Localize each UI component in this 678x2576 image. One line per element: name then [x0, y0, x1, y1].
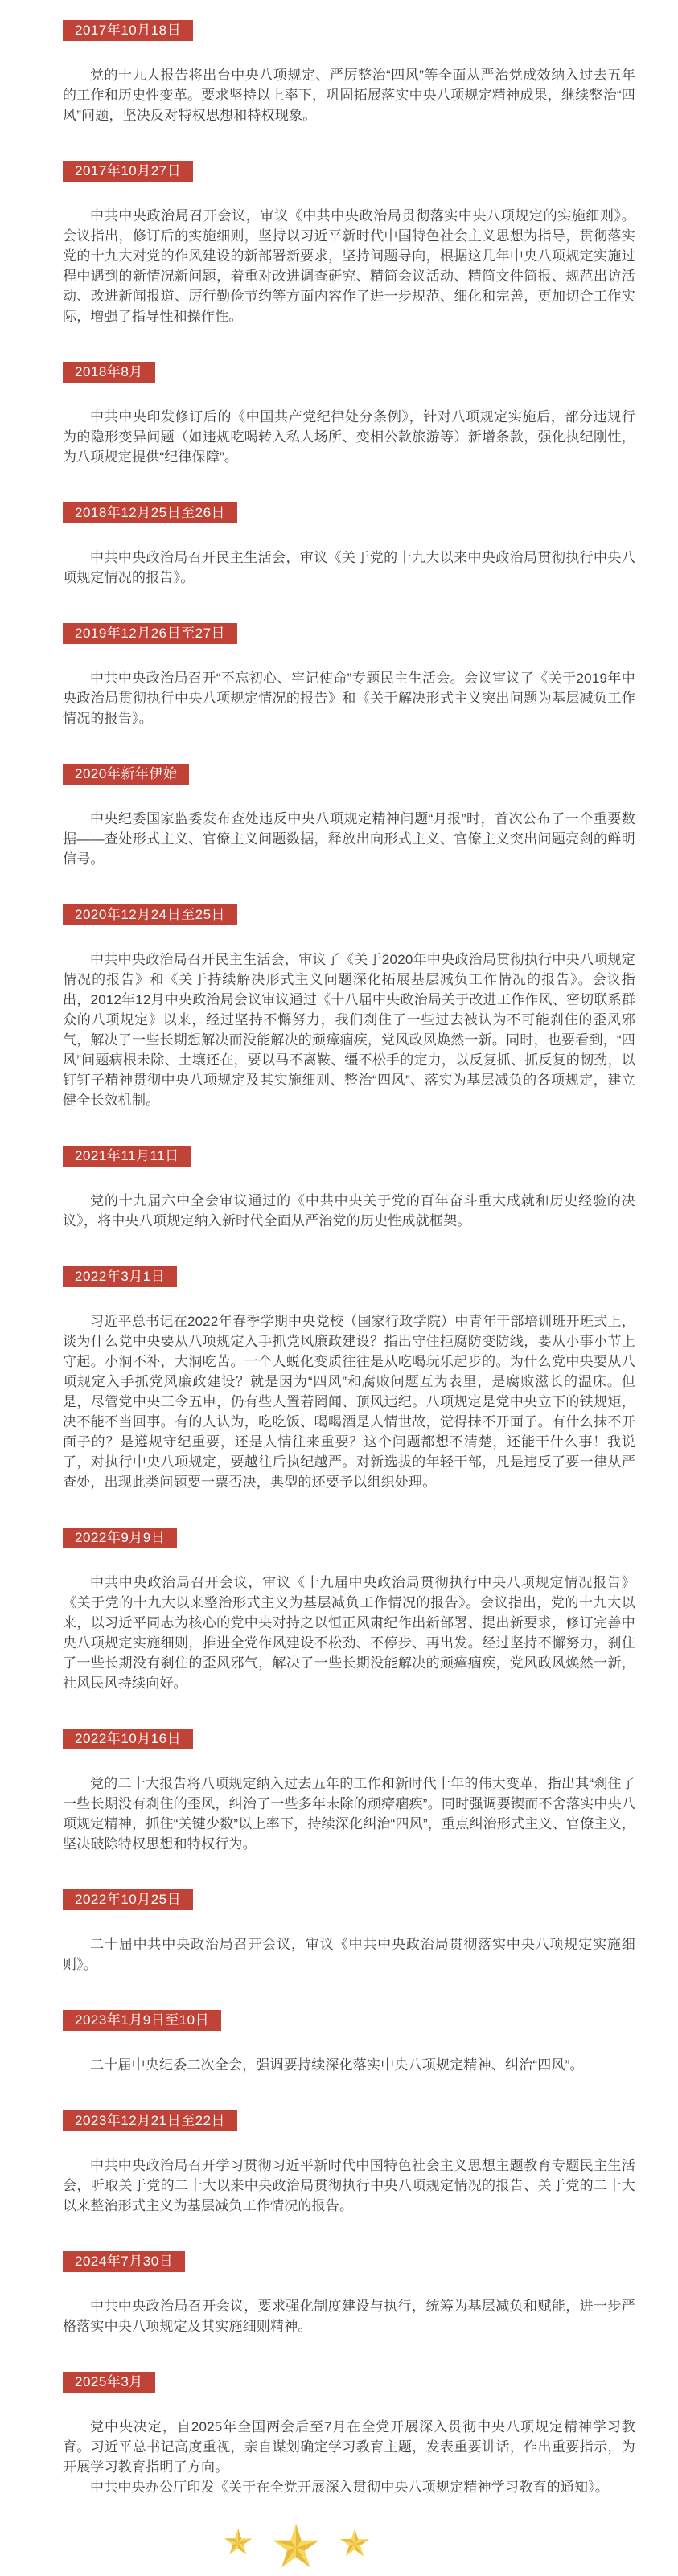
star-icon	[224, 2529, 253, 2556]
timeline-entry	[63, 2110, 635, 2216]
entry-paragraph: 党的十九届六中全会审议通过的《中共中央关于党的百年奋斗重大成就和历史经验的决议》，将中央八项规定纳入新时代全面从严治党的历史性成就框架。	[63, 1193, 635, 1229]
timeline-entry	[63, 1146, 635, 1231]
date-badge: 2023年12月21日至22日	[63, 2110, 237, 2131]
footer-star-decoration	[224, 2524, 373, 2576]
date-badge: 2022年10月16日	[63, 1729, 193, 1749]
entry-paragraph: 中共中央政治局召开民主生活会，审议了《关于2020年中央政治局贯彻执行中央八项规定情况的报告》和《关于持续解决形式主义问题深化拓展基层减负工作情况的报告》。会议指出，2012年12月中央政治局会议审议通过《十八届中央政治局关于改进工作作风、密切联系群众的八项规定》以来，经过坚持不懈努力，我们刹住了一些过去被认为不可能刹住的歪风邪气，解决了一些长期想解决而没能解决的顽瘴痼疾，党风政风焕然一新。同时，也要看到，“四风”问题病根未除、土壤还在，要以马不离鞍、缰不松手的定力，以反复抓、抓反复的韧劲，以钉钉子精神贯彻中央八项规定及其实施细则、整治“四风”、落实为基层减负的各项规定，建立健全长效机制。	[63, 952, 635, 1108]
timeline-entry	[63, 20, 635, 125]
timeline-entry	[63, 2251, 635, 2336]
date-badge: 2025年3月	[63, 2372, 155, 2393]
date-badge: 2018年12月25日至26日	[63, 502, 237, 523]
timeline-entry	[63, 1266, 635, 1492]
timeline-entry	[63, 1528, 635, 1693]
timeline-entry	[63, 161, 635, 326]
timeline-entry	[63, 362, 635, 467]
timeline-entry	[63, 623, 635, 728]
entry-paragraph: 中共中央政治局召开民主生活会，审议《关于党的十九大以来中央政治局贯彻执行中央八项规定情况的报告》。	[63, 550, 635, 585]
entry-paragraph: 二十届中央纪委二次全会，强调要持续深化落实中央八项规定精神、纠治“四风”。	[90, 2057, 584, 2073]
entry-paragraph: 党的十九大报告将出台中央八项规定、严厉整治“四风”等全面从严治党成效纳入过去五年的工作和历史性变革。要求坚持以上率下，巩固拓展落实中央八项规定精神成果，继续整治“四风”问题，坚决反对特权思想和特权现象。	[63, 68, 635, 123]
timeline-entry	[63, 904, 635, 1110]
entry-paragraph: 中共中央办公厅印发《关于在全党开展深入贯彻中央八项规定精神学习教育的通知》。	[90, 2480, 610, 2495]
star-icon	[339, 2529, 370, 2558]
date-badge: 2018年8月	[63, 362, 155, 383]
timeline-entry	[63, 1729, 635, 1854]
date-badge: 2021年11月11日	[63, 1146, 191, 1167]
date-badge: 2020年新年伊始	[63, 764, 189, 785]
date-badge: 2017年10月27日	[63, 161, 193, 182]
entry-paragraph: 党中央决定，自2025年全国两会后至7月在全党开展深入贯彻中央八项规定精神学习教育。习近平总书记高度重视，亲自谋划确定学习教育主题，发表重要讲话，作出重要指示，为开展学习教育指明了方向。	[63, 2419, 635, 2475]
date-badge: 2022年10月25日	[63, 1889, 193, 1910]
entry-paragraph: 党的二十大报告将八项规定纳入过去五年的工作和新时代十年的伟大变革，指出其“刹住了一些长期没有刹住的歪风，纠治了一些多年未除的顽瘴痼疾”。同时强调要锲而不舍落实中央八项规定精神，抓住“关键少数”以上率下，持续深化纠治“四风”，重点纠治形式主义、官僚主义，坚决破除特权思想和特权行为。	[63, 1776, 635, 1852]
entry-paragraph: 中共中央政治局召开会议，审议《十九届中央政治局贯彻执行中央八项规定情况报告》《关于党的十九大以来整治形式主义为基层减负工作情况的报告》。会议指出，党的十九大以来，以习近平同志为核心的党中央对持之以恒正风肃纪作出新部署、提出新要求，修订完善中央八项规定实施细则，推进全党作风建设不松劲、不停步、再出发。经过坚持不懈努力，刹住了一些长期没有刹住的歪风邪气，解决了一些长期没能解决的顽瘴痼疾，党风政风焕然一新，社风民风持续向好。	[63, 1575, 635, 1691]
entry-paragraph: 中共中央印发修订后的《中国共产党纪律处分条例》，针对八项规定实施后，部分违规行为的隐形变异问题（如违规吃喝转入私人场所、变相公款旅游等）新增条款，强化执纪刚性，为八项规定提供“纪律保障”。	[63, 409, 635, 465]
entry-paragraph: 中共中央政治局召开会议，审议《中共中央政治局贯彻落实中央八项规定的实施细则》。会议指出，修订后的实施细则，坚持以习近平新时代中国特色社会主义思想为指导，贯彻落实党的十九大对党的作风建设的新部署新要求，坚持问题导向，根据这几年中央八项规定实施过程中遇到的新情况新问题，着重对改进调查研究、精简会议活动、精简文件简报、规范出访活动、改进新闻报道、厉行勤俭节约等方面内容作了进一步规范、细化和完善，更加切合工作实际，增强了指导性和操作性。	[63, 208, 635, 324]
entry-paragraph: 中央纪委国家监委发布查处违反中央八项规定精神问题“月报”时，首次公布了一个重要数据——查处形式主义、官僚主义问题数据，释放出向形式主义、官僚主义突出问题亮剑的鲜明信号。	[63, 811, 635, 867]
date-badge: 2022年3月1日	[63, 1266, 177, 1287]
date-badge: 2017年10月18日	[63, 20, 193, 41]
date-badge: 2023年1月9日至10日	[63, 2010, 221, 2031]
entry-paragraph: 中共中央政治局召开“不忘初心、牢记使命”专题民主生活会。会议审议了《关于2019年中央政治局贯彻执行中央八项规定情况的报告》和《关于解决形式主义突出问题为基层减负工作情况的报告》。	[63, 671, 635, 726]
date-badge: 2022年9月9日	[63, 1528, 177, 1548]
star-icon	[272, 2524, 320, 2570]
entry-paragraph: 习近平总书记在2022年春季学期中央党校（国家行政学院）中青年干部培训班开班式上，谈为什么党中央要从八项规定入手抓党风廉政建设？指出守住拒腐防变防线，要从小事小节上守起。小洞不补，大洞吃苦。一个人蜕化变质往往是从吃喝玩乐起步的。为什么党中央要从八项规定入手抓党风廉政建设？就是因为“四风”和腐败问题互为表里，是腐败滋长的温床。但是，尽管党中央三令五申，仍有些人置若罔闻、顶风违纪。八项规定是党中央立下的铁规矩，决不能不当回事。有的人认为，吃吃饭、喝喝酒是人情世故，觉得抹不开面子。有什么抹不开面子的？是遵规守纪重要，还是人情往来重要？这个问题都想不清楚，还能干什么事！我说了，对执行中央八项规定，要越往后执纪越严。对新选拔的年轻干部，凡是违反了要一律从严查处，出现此类问题要一票否决，典型的还要予以组织处理。	[63, 1314, 635, 1490]
entry-paragraph: 中共中央政治局召开学习贯彻习近平新时代中国特色社会主义思想主题教育专题民主生活会，听取关于党的二十大以来中央政治局贯彻执行中央八项规定情况的报告、关于党的二十大以来整治形式主义为基层减负工作情况的报告。	[63, 2158, 635, 2213]
entry-paragraph: 二十届中共中央政治局召开会议，审议《中共中央政治局贯彻落实中央八项规定实施细则》。	[63, 1937, 635, 1972]
date-badge: 2020年12月24日至25日	[63, 904, 237, 925]
date-badge: 2024年7月30日	[63, 2251, 185, 2272]
timeline-entry	[63, 764, 635, 869]
date-badge: 2019年12月26日至27日	[63, 623, 237, 644]
timeline-entry	[63, 2010, 635, 2075]
timeline-entry	[63, 502, 635, 588]
timeline-entry	[63, 1889, 635, 1975]
entry-paragraph: 中共中央政治局召开会议，要求强化制度建设与执行，统筹为基层减负和赋能，进一步严格落实中央八项规定及其实施细则精神。	[63, 2299, 635, 2334]
timeline-entry	[63, 2372, 635, 2497]
